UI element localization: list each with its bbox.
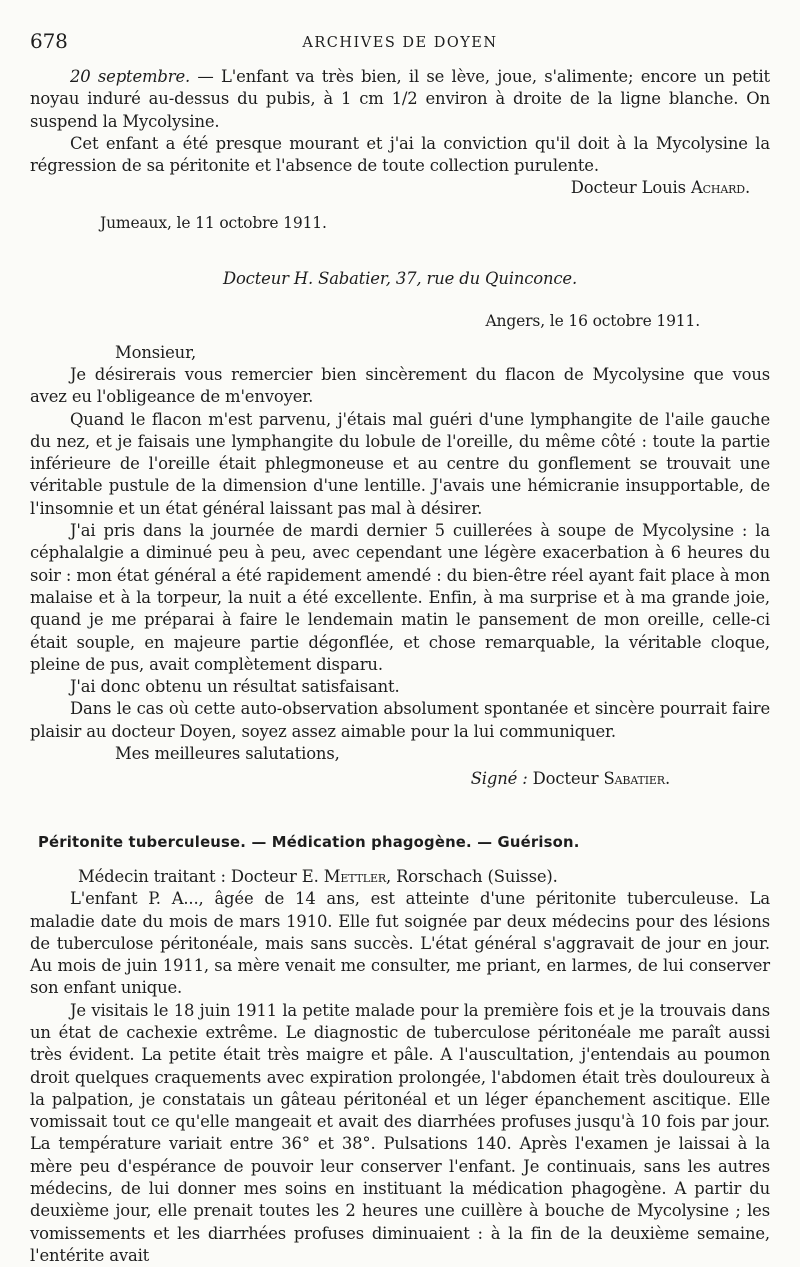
case-paragraph: Je visitais le 18 juin 1911 la petite malade pour la première fois et je la trouvais dans un état de cachexie extrême. Le diagnostic de tuberculose péritonéale me paraît aussi très évident. La petite était très maigre et pâle. A l'auscultation, j'entendais au poumon droit quelques craquements avec expiration prolongée, l'abdomen était très douloureux à la palpation, je constatais un gâteau péritonéal et un léger épanchement ascitique. Elle vomissait tout ce qu'elle mangeait et avait des diarrhées profuses jusqu'à 10 fois par jour. La température variait entre 36° et 38°. Pulsations 140. Après l'examen je laissai à la mère peu d'espérance de pouvoir leur conserver l'enfant. Je continuais, sans les autres médecins, de lui donner mes soins en instituant la médication phagogène. A partir du deuxième jour, elle prenait toutes les 2 heures une cuillère à bouche de Mycolysine ; les vomissements et les diarrhées profuses diminuaient : à la fin de la deuxième semaine, l'entérite avait: [30, 1000, 770, 1265]
letter2-signed-label: Signé :: [470, 769, 528, 789]
letter2-signature-name: Sabatier: [603, 769, 665, 789]
letter1-date-label: 20 septembre.: [70, 67, 191, 86]
letter1-paragraph-1: [30, 66, 770, 133]
case-paragraph: L'enfant P. A..., âgée de 14 ans, est atteinte d'une péritonite tuberculeuse. La maladie date du mois de mars 1910. Elle fut soignée par deux médecins pour des lésions de tuberculose péritonéale, mais sans succès. L'état général s'aggravait de jour en jour. Au mois de juin 1911, sa mère venait me consulter, me priant, en larmes, de lui conserver son enfant unique.: [30, 889, 770, 998]
case-physician-name: Mettler: [323, 866, 386, 886]
case-physician-prefix: Médecin traitant : Docteur E.: [78, 866, 324, 886]
letter1-signature: [30, 177, 770, 199]
letter2-paragraph: J'ai donc obtenu un résultat satisfaisant.: [70, 677, 400, 697]
letter2-paragraph: Je désirerais vous remercier bien sincèrement du flacon de Mycolysine que vous avez eu l'obligeance de m'envoyer.: [30, 364, 770, 407]
running-header: [30, 30, 770, 56]
running-title: ARCHIVES DE DOYEN: [302, 35, 498, 51]
letter2-place-date: Angers, le 16 octobre 1911.: [485, 312, 700, 331]
letter1-signature-name: Achard: [690, 178, 745, 198]
case-title: Péritonite tuberculeuse. — Médication phagogène. — Guérison.: [38, 833, 580, 851]
letter1-signature-suffix: .: [744, 178, 750, 198]
letter1-place-date: Jumeaux, le 11 octobre 1911.: [100, 213, 327, 232]
letter2-heading: Docteur H. Sabatier, 37, rue du Quinconce.: [222, 269, 578, 289]
case-physician: [30, 866, 770, 888]
letter1-paragraph-2: Cet enfant a été presque mourant et j'ai la conviction qu'il doit à la Mycolysine la régression de sa péritonite et l'absence de toute collection purulente.: [30, 133, 770, 176]
letter2-paragraph: Dans le cas où cette auto-observation absolument spontanée et sincère pourrait faire plaisir au docteur Doyen, soyez assez aimable pour la lui communiquer.: [30, 699, 770, 741]
letter1-paragraph-1-text: — L'enfant va très bien, il se lève, joue, s'alimente; encore un petit noyau induré au-dessus du pubis, à 1 cm 1/2 environ à droite de la ligne blanche. On suspend la Mycolysine.: [30, 67, 770, 131]
case-physician-suffix: , Rorschach (Suisse).: [385, 866, 558, 886]
letter2-signature: [30, 768, 770, 790]
letter2-paragraph: J'ai pris dans la journée de mardi dernier 5 cuillerées à soupe de Mycolysine : la céphalalgie a diminué peu à peu, avec cependant une légère exacerbation à 6 heures du soir : mon état général a été rapidement amendé : du bien-être réel ayant fait place à mon malaise et à la torpeur, la nuit a été excellente. Enfin, à ma surprise et à ma grande joie, quand je me préparai à faire le lendemain matin le pansement de mon oreille, celle-ci était souple, en majeure partie dégonflée, et chose remarquable, la véritable cloque, pleine de pus, avait complètement disparu.: [30, 521, 770, 674]
letter2-paragraph: Quand le flacon m'est parvenu, j'étais mal guéri d'une lymphangite de l'aile gauche du nez, et je faisais une lymphangite du lobule de l'oreille, du même côté : toute la partie inférieure de l'oreille était phlegmoneuse et au centre du gonflement se trouvait une véritable pustule de la dimension d'une lentille. J'avais une hémicranie insupportable, de l'insomnie et un état général laissant pas mal à désirer.: [30, 409, 770, 518]
letter2-closing: Mes meilleures salutations,: [115, 744, 340, 764]
letter1-signature-prefix: Docteur Louis: [570, 178, 691, 198]
letter2-signature-suffix: .: [664, 769, 670, 789]
page-number: 678: [30, 29, 68, 53]
letter2-salutation: Monsieur,: [115, 342, 197, 362]
letter2-signature-prefix: Docteur: [527, 769, 604, 789]
